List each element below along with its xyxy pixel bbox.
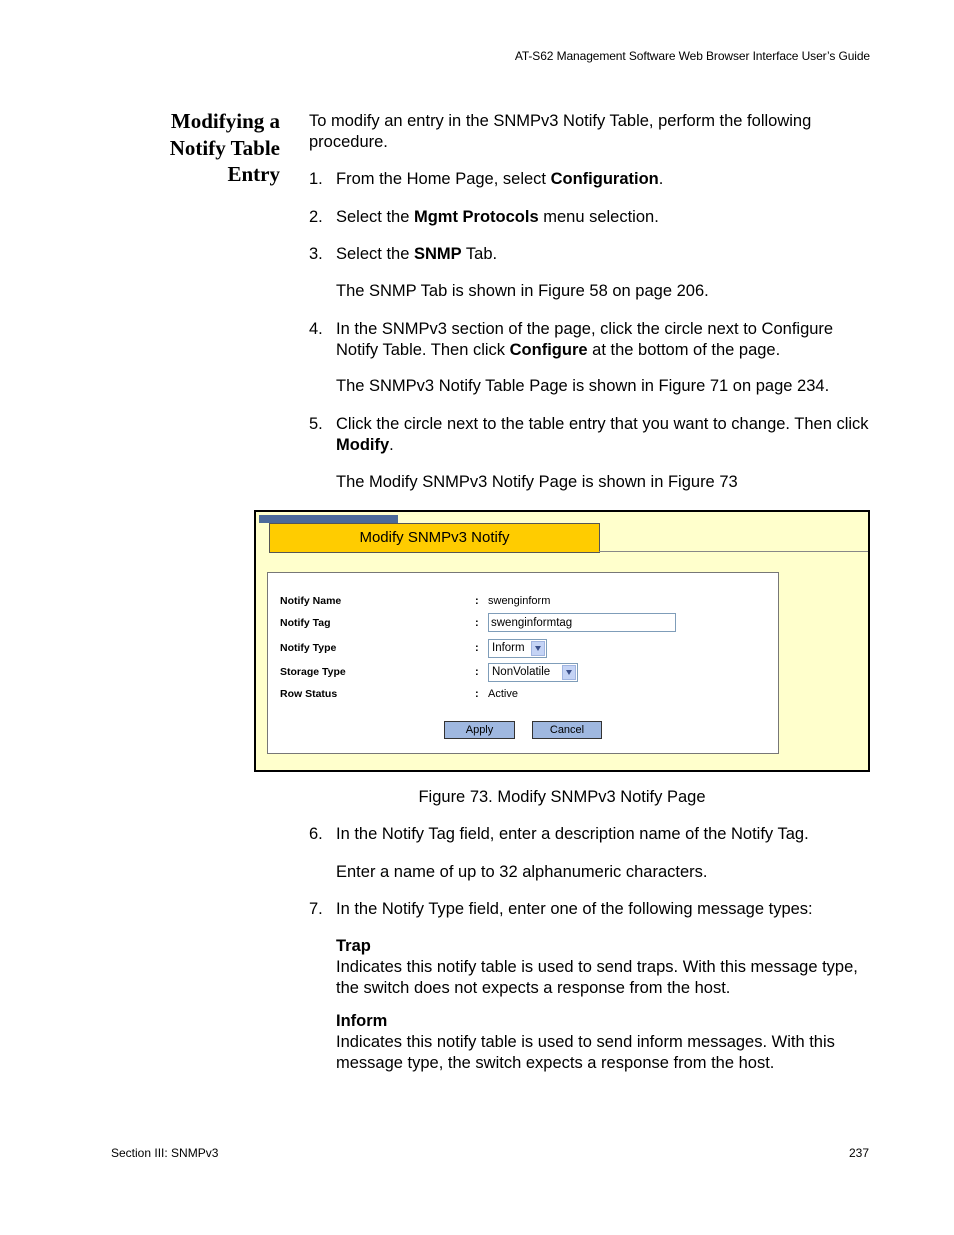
running-header: AT-S62 Management Software Web Browser Interface User’s Guide xyxy=(514,49,870,63)
colon: : xyxy=(475,666,479,678)
step-number: 7. xyxy=(309,900,323,918)
colon: : xyxy=(475,688,479,700)
step-number: 3. xyxy=(309,245,323,263)
step-text: In the Notify Tag field, enter a description name of the Notify Tag. xyxy=(336,825,809,843)
section-title xyxy=(120,108,280,188)
step-3-note: The SNMP Tab is shown in Figure 58 on page 206. xyxy=(336,282,709,300)
cancel-button[interactable]: Cancel xyxy=(532,721,602,739)
apply-button[interactable]: Apply xyxy=(444,721,515,739)
row-status-label: Row Status xyxy=(280,688,338,700)
type-description: Indicates this notify table is used to send inform messages. With this message type, the switch expects a response from the host. xyxy=(336,1033,835,1072)
step-number: 1. xyxy=(309,170,323,188)
page-title: Modify SNMPv3 Notify xyxy=(359,529,510,546)
chevron-down-icon[interactable] xyxy=(562,665,576,680)
colon: : xyxy=(475,642,479,654)
page-number: 237 xyxy=(848,1146,869,1160)
figure-caption: Figure 73. Modify SNMPv3 Notify Page xyxy=(418,788,706,806)
section-title-line-2: Notify Table xyxy=(169,135,280,160)
colon: : xyxy=(475,595,479,607)
storage-type-select[interactable] xyxy=(488,663,578,682)
notify-type-select[interactable] xyxy=(488,639,547,658)
step-text: Select the SNMP Tab. xyxy=(336,245,498,263)
step-text: From the Home Page, select Configuration. xyxy=(336,170,664,188)
step-number: 2. xyxy=(309,208,323,226)
type-trap xyxy=(336,936,869,999)
title-divider xyxy=(599,551,868,552)
footer-section: Section III: SNMPv3 xyxy=(111,1146,219,1160)
step-text: Select the Mgmt Protocols menu selection. xyxy=(336,208,659,226)
notify-tag-label: Notify Tag xyxy=(280,617,331,629)
step-number: 5. xyxy=(309,415,323,433)
modify-notify-screenshot xyxy=(254,510,870,772)
notify-type-label: Notify Type xyxy=(280,642,337,654)
step-text: In the Notify Type field, enter one of the following message types: xyxy=(336,900,813,918)
notify-name-label: Notify Name xyxy=(280,595,342,607)
section-title-line-3: Entry xyxy=(227,162,280,186)
colon: : xyxy=(475,617,479,629)
step-5-note: The Modify SNMPv3 Notify Page is shown in Figure 73 xyxy=(336,473,738,491)
step-6-note: Enter a name of up to 32 alphanumeric characters. xyxy=(336,863,708,881)
notify-type-selected: Inform xyxy=(492,642,525,654)
step-number: 4. xyxy=(309,320,323,338)
notify-name-value: swenginform xyxy=(488,595,551,607)
storage-type-label: Storage Type xyxy=(280,666,346,678)
type-name: Inform xyxy=(336,1012,388,1030)
step-text: In the SNMPv3 section of the page, click the circle next to Configure Notify Table. Then click Configure at the bottom of the page. xyxy=(336,320,834,359)
page-title-box xyxy=(269,523,600,553)
chevron-down-icon[interactable] xyxy=(531,641,545,656)
storage-type-selected: NonVolatile xyxy=(492,666,551,678)
step-number: 6. xyxy=(309,825,323,843)
type-inform xyxy=(336,1011,869,1074)
tab-strip xyxy=(259,515,398,523)
type-description: Indicates this notify table is used to send traps. With this message type, the switch does not expects a response from the host. xyxy=(336,958,858,997)
step-text: Click the circle next to the table entry that you want to change. Then click Modify. xyxy=(336,415,869,454)
section-title-line-1: Modifying a xyxy=(170,109,280,133)
row-status-value: Active xyxy=(488,688,518,700)
type-name: Trap xyxy=(336,937,371,955)
step-4-note: The SNMPv3 Notify Table Page is shown in Figure 71 on page 234. xyxy=(336,377,830,395)
notify-form xyxy=(267,572,779,754)
notify-tag-input[interactable]: swenginformtag xyxy=(488,613,676,632)
intro-paragraph: To modify an entry in the SNMPv3 Notify Table, perform the following procedure. xyxy=(309,112,812,151)
